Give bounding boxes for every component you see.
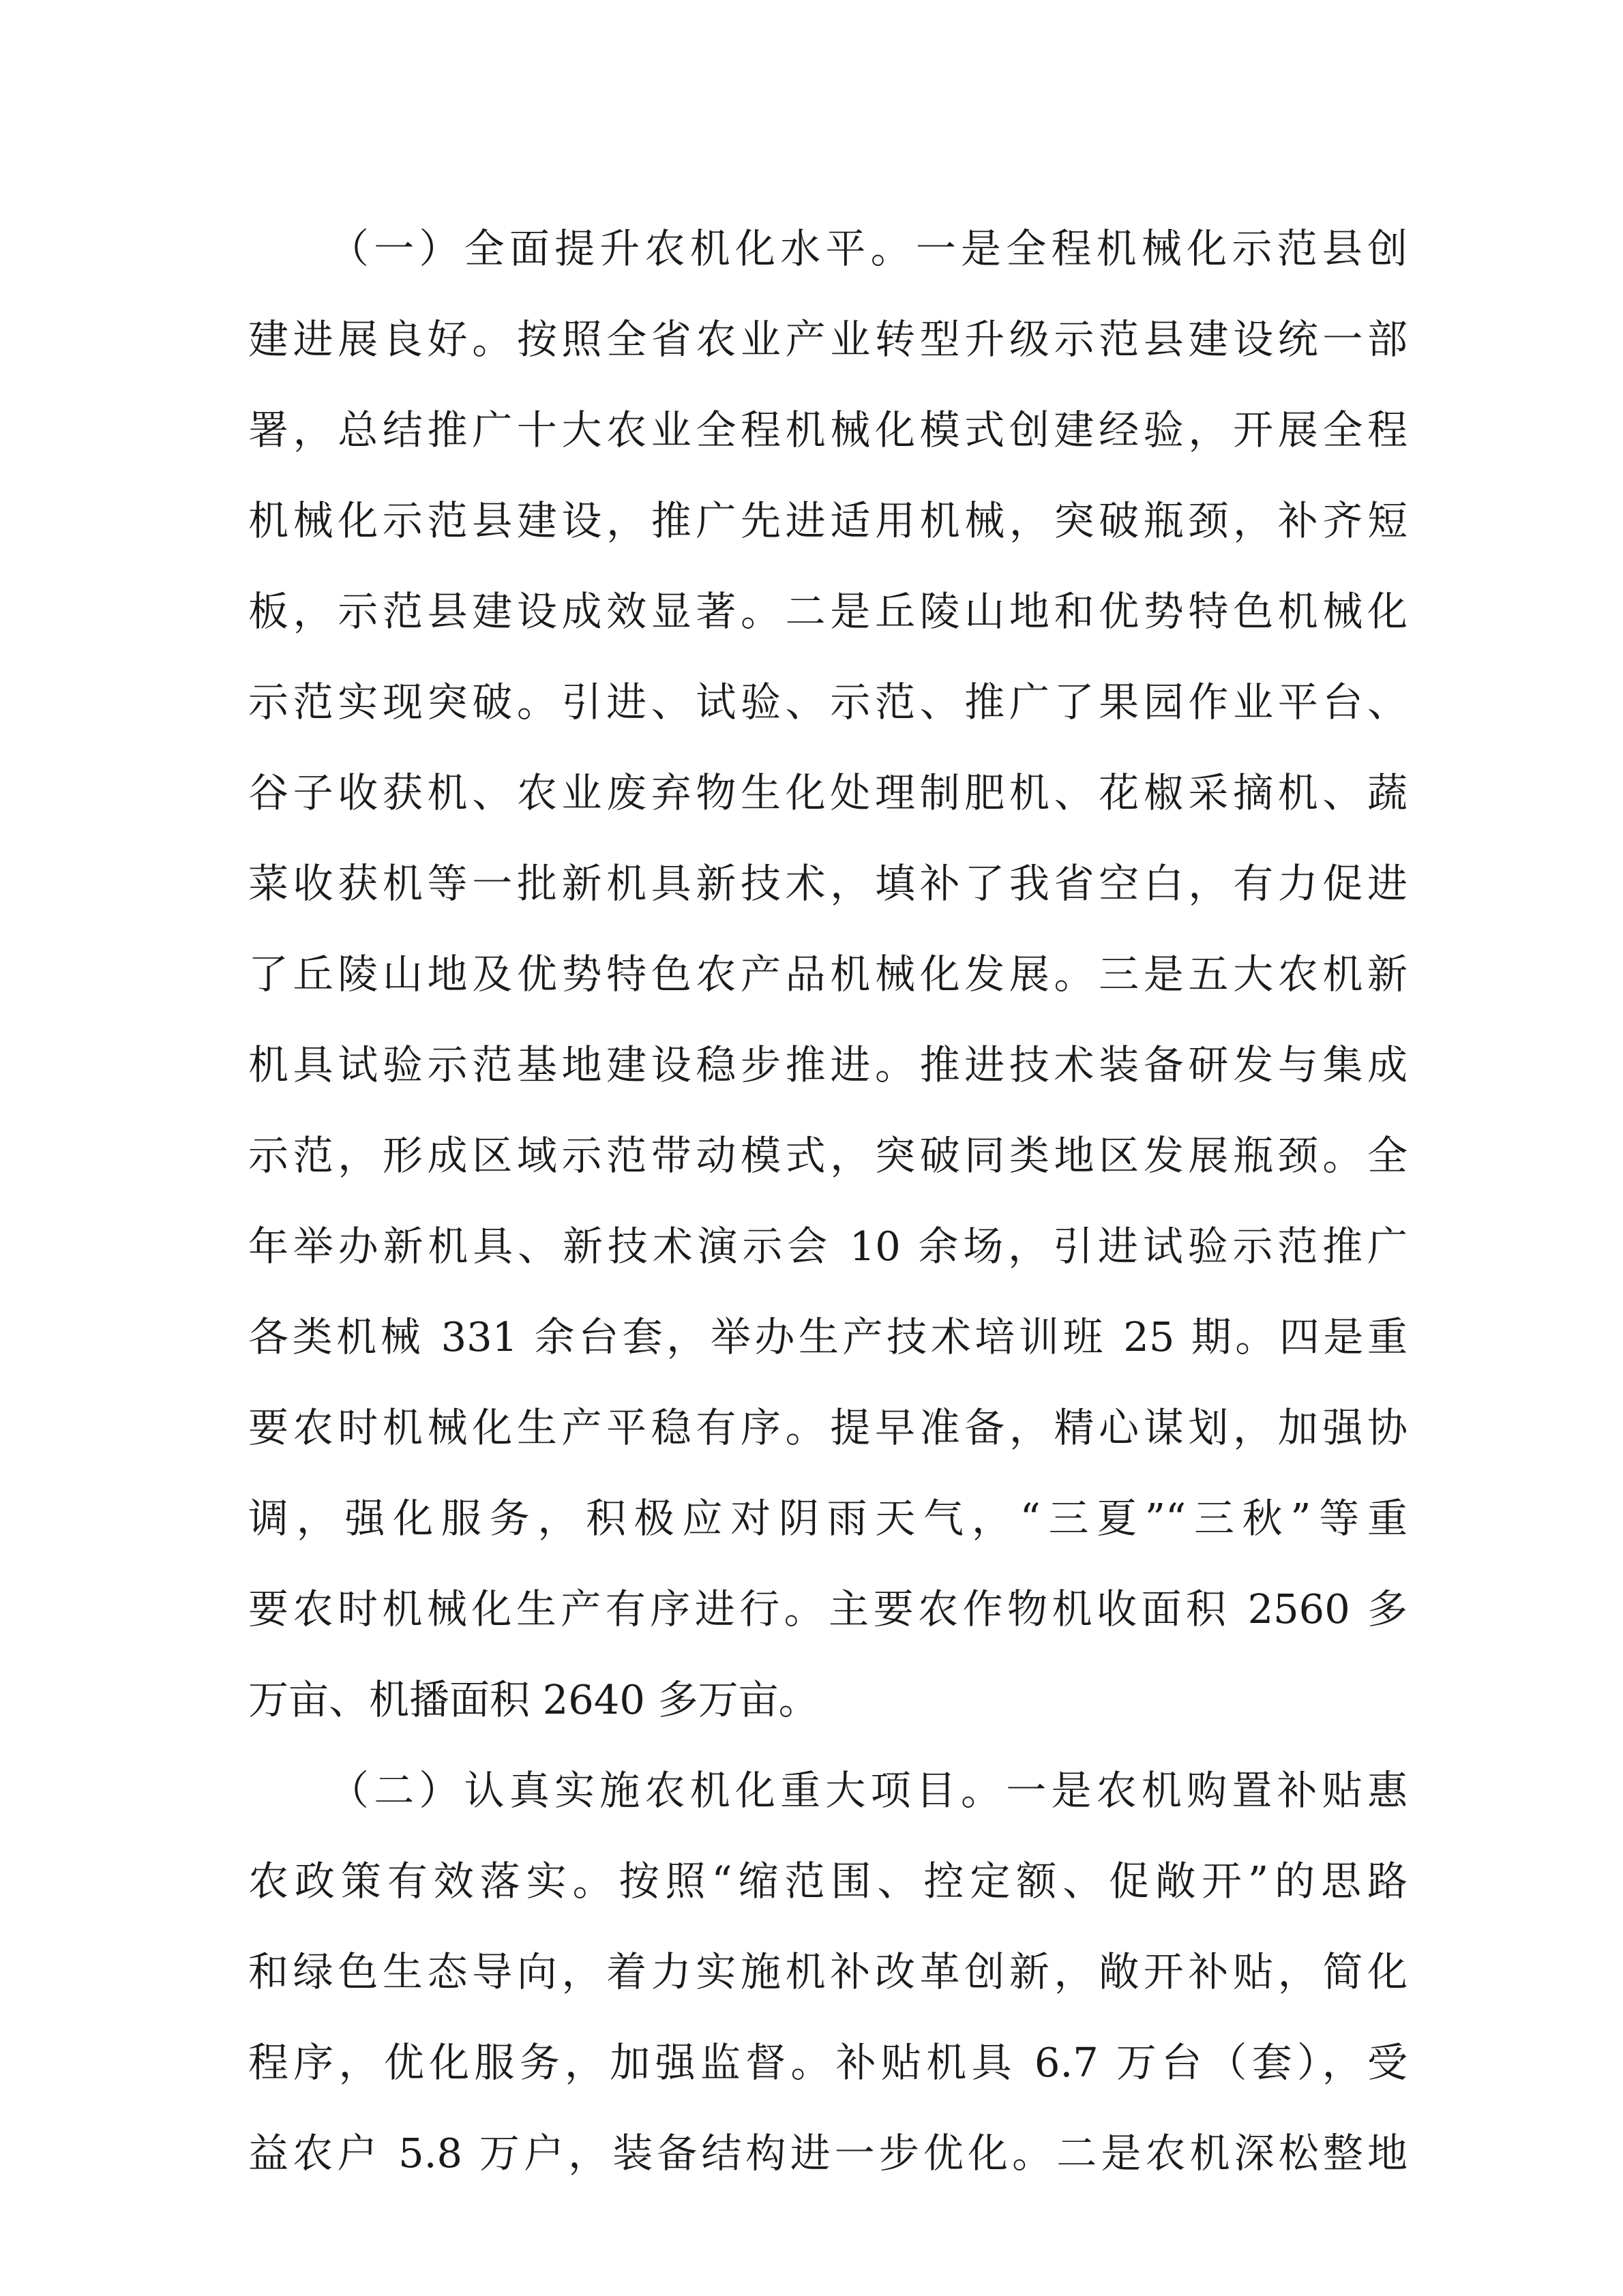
- paragraph-2-line: 农政策有效落实。按照“缩范围、控定额、促敞开”的思路: [248, 1858, 1408, 1905]
- paragraph-1-line: 要农时机械化生产平稳有序。提早准备，精心谋划，加强协: [248, 1404, 1408, 1451]
- paragraph-1-line: 谷子收获机、农业废弃物生化处理制肥机、花椒采摘机、蔬: [248, 769, 1408, 816]
- body-text: [248, 203, 1408, 2198]
- paragraph-1-line: 要农时机械化生产有序进行。主要农作物机收面积 2560 多: [248, 1585, 1408, 1632]
- paragraph-1-line: 机具试验示范基地建设稳步推进。推进技术装备研发与集成: [248, 1041, 1408, 1088]
- paragraph-1-line: 调，强化服务，积极应对阴雨天气，“三夏”“三秋”等重: [248, 1495, 1408, 1542]
- paragraph-2-line: 程序，优化服务，加强监督。补贴机具 6.7 万台（套），受: [248, 2039, 1408, 2086]
- paragraph-1-line: 万亩、机播面积 2640 多万亩。: [248, 1676, 819, 1723]
- paragraph-2-line: （二）认真实施农机化重大项目。一是农机购置补贴惠: [329, 1767, 1408, 1814]
- paragraph-1-line: 了丘陵山地及优势特色农产品机械化发展。三是五大农机新: [248, 951, 1408, 998]
- paragraph-1-line: 菜收获机等一批新机具新技术，填补了我省空白，有力促进: [248, 860, 1408, 907]
- paragraph-2-line: 和绿色生态导向，着力实施机补改革创新，敞开补贴，简化: [248, 1948, 1408, 1995]
- paragraph-1-line: 示范，形成区域示范带动模式，突破同类地区发展瓶颈。全: [248, 1132, 1408, 1179]
- paragraph-1-line: 建进展良好。按照全省农业产业转型升级示范县建设统一部: [248, 316, 1408, 363]
- paragraph-1-line: 示范实现突破。引进、试验、示范、推广了果园作业平台、: [248, 679, 1408, 726]
- paragraph-1-line: 机械化示范县建设，推广先进适用机械，突破瓶颈，补齐短: [248, 497, 1408, 544]
- paragraph-1-line: 各类机械 331 余台套，举办生产技术培训班 25 期。四是重: [248, 1313, 1408, 1360]
- paragraph-1-line: 年举办新机具、新技术演示会 10 余场，引进试验示范推广: [248, 1223, 1408, 1270]
- paragraph-2-line: 益农户 5.8 万户，装备结构进一步优化。二是农机深松整地: [248, 2130, 1408, 2177]
- paragraph-1-line: 板，示范县建设成效显著。二是丘陵山地和优势特色机械化: [248, 588, 1408, 635]
- paragraph-1-line: （一）全面提升农机化水平。一是全程机械化示范县创: [329, 225, 1408, 272]
- paragraph-1-line: 署，总结推广十大农业全程机械化模式创建经验，开展全程: [248, 406, 1408, 453]
